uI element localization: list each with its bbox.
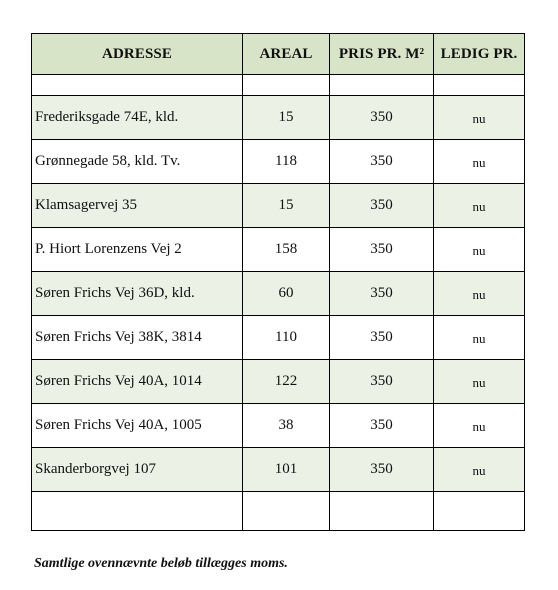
spacer-cell bbox=[32, 75, 243, 96]
header-pris: PRIS PR. M² bbox=[330, 34, 434, 75]
cell-adresse: P. Hiort Lorenzens Vej 2 bbox=[32, 228, 243, 272]
cell-ledig: nu bbox=[434, 228, 525, 272]
cell-areal: 38 bbox=[243, 404, 330, 448]
cell-adresse: Søren Frichs Vej 36D, kld. bbox=[32, 272, 243, 316]
cell-areal: 118 bbox=[243, 140, 330, 184]
table-spacer-row bbox=[32, 492, 525, 531]
cell-adresse: Søren Frichs Vej 38K, 3814 bbox=[32, 316, 243, 360]
cell-adresse: Skanderborgvej 107 bbox=[32, 448, 243, 492]
table-row bbox=[32, 404, 525, 448]
spacer-cell bbox=[434, 492, 525, 531]
table-row bbox=[32, 96, 525, 140]
table-row bbox=[32, 360, 525, 404]
header-adresse: ADRESSE bbox=[32, 34, 243, 75]
table-spacer-row bbox=[32, 75, 525, 96]
cell-pris: 350 bbox=[330, 96, 434, 140]
cell-adresse: Grønnegade 58, kld. Tv. bbox=[32, 140, 243, 184]
spacer-cell bbox=[243, 492, 330, 531]
cell-areal: 110 bbox=[243, 316, 330, 360]
cell-areal: 15 bbox=[243, 96, 330, 140]
cell-areal: 15 bbox=[243, 184, 330, 228]
cell-ledig: nu bbox=[434, 140, 525, 184]
price-table bbox=[31, 33, 525, 531]
cell-areal: 60 bbox=[243, 272, 330, 316]
cell-pris: 350 bbox=[330, 272, 434, 316]
cell-ledig: nu bbox=[434, 360, 525, 404]
table-row bbox=[32, 316, 525, 360]
cell-pris: 350 bbox=[330, 184, 434, 228]
spacer-cell bbox=[434, 75, 525, 96]
cell-adresse: Frederiksgade 74E, kld. bbox=[32, 96, 243, 140]
cell-adresse: Klamsagervej 35 bbox=[32, 184, 243, 228]
vat-footnote: Samtlige ovennævnte beløb tillægges moms. bbox=[34, 556, 288, 571]
cell-pris: 350 bbox=[330, 316, 434, 360]
cell-pris: 350 bbox=[330, 140, 434, 184]
spacer-cell bbox=[330, 492, 434, 531]
spacer-cell bbox=[243, 75, 330, 96]
table-row bbox=[32, 448, 525, 492]
cell-areal: 158 bbox=[243, 228, 330, 272]
cell-ledig: nu bbox=[434, 404, 525, 448]
cell-pris: 350 bbox=[330, 360, 434, 404]
cell-pris: 350 bbox=[330, 448, 434, 492]
cell-areal: 122 bbox=[243, 360, 330, 404]
table-row bbox=[32, 184, 525, 228]
spacer-cell bbox=[32, 492, 243, 531]
price-table-container bbox=[31, 33, 524, 531]
table-row bbox=[32, 272, 525, 316]
cell-ledig: nu bbox=[434, 316, 525, 360]
cell-ledig: nu bbox=[434, 448, 525, 492]
cell-ledig: nu bbox=[434, 272, 525, 316]
header-areal: AREAL bbox=[243, 34, 330, 75]
cell-ledig: nu bbox=[434, 96, 525, 140]
cell-pris: 350 bbox=[330, 228, 434, 272]
cell-adresse: Søren Frichs Vej 40A, 1014 bbox=[32, 360, 243, 404]
cell-pris: 350 bbox=[330, 404, 434, 448]
cell-adresse: Søren Frichs Vej 40A, 1005 bbox=[32, 404, 243, 448]
cell-areal: 101 bbox=[243, 448, 330, 492]
header-ledig: LEDIG PR. bbox=[434, 34, 525, 75]
table-row bbox=[32, 228, 525, 272]
table-row bbox=[32, 140, 525, 184]
spacer-cell bbox=[330, 75, 434, 96]
table-header-row bbox=[32, 34, 525, 75]
cell-ledig: nu bbox=[434, 184, 525, 228]
